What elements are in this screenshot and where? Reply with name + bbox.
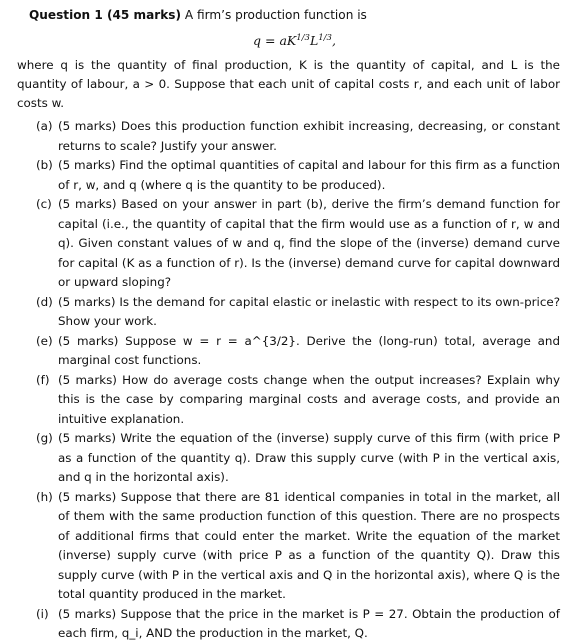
production-function-formula	[29, 29, 560, 50]
part-text: (5 marks) Suppose that there are 81 identical companies in total in the market, all of them with the same production function of this question. There are no prospects of additional firms that could enter the market. Write the equation of the market (inverse) supply curve (with price P as a function of the quantity Q). Draw this supply curve (with P in the vertical axis and Q in the horizontal axis), where Q is the total quantity produced in the market.	[58, 489, 560, 601]
question-part	[17, 117, 560, 156]
question-part	[17, 488, 560, 605]
part-text: (5 marks) Suppose w = r = a^{3/2}. Derive the (long-run) total, average and marginal cost functions.	[58, 333, 560, 367]
formula-exponent-l: 1/3	[318, 33, 332, 43]
part-text: (5 marks) Find the optimal quantities of capital and labour for this firm as a function of r, w, and q (where q is the quantity to be produced).	[58, 158, 560, 192]
question-heading	[29, 6, 560, 24]
question-part	[17, 332, 560, 371]
formula-part: L	[309, 33, 319, 48]
part-label: (f)	[36, 372, 50, 387]
part-label: (a)	[36, 119, 53, 133]
part-label: (h)	[36, 489, 53, 504]
question-part	[17, 429, 560, 488]
question-part	[17, 605, 560, 644]
question-parts-list	[17, 117, 560, 644]
part-text: (5 marks) Based on your answer in part (b), derive the firm’s demand function for capital (i.e., the quantity of capital that the firm would use as a function of r, w and q). Given constant values of w and q, find the slope of the (inverse) demand curve for capital (K as a function of r). Is the (inverse) demand curve for capital downward or upward sloping?	[58, 197, 560, 289]
part-text: (5 marks) Is the demand for capital elastic or inelastic with respect to its own-price? Show your work.	[58, 294, 560, 328]
part-text: (5 marks) Does this production function exhibit increasing, decreasing, or constant returns to scale? Justify your answer.	[58, 119, 560, 153]
formula-part: q = aK	[253, 33, 297, 48]
question-part	[17, 371, 560, 430]
part-label: (i)	[36, 606, 49, 621]
question-title: Question 1 (45 marks)	[29, 8, 182, 22]
question-part	[17, 195, 560, 293]
part-text: (5 marks) Suppose that the price in the market is P = 27. Obtain the production of each firm, q_i, AND the production in the market, Q.	[58, 606, 560, 640]
question-part	[17, 293, 560, 332]
part-label: (g)	[36, 431, 53, 445]
part-text: (5 marks) Write the equation of the (inverse) supply curve of this firm (with price P as a function of the quantity q). Draw this supply curve (with P in the vertical axis, and q in the horizontal axis).	[58, 431, 560, 484]
question-intro: where q is the quantity of final production, K is the quantity of capital, and L is the quantity of labour, a > 0. Suppose that each unit of capital costs r, and each unit of labor costs w.	[17, 58, 560, 110]
part-label: (c)	[36, 197, 52, 211]
part-label: (d)	[36, 294, 53, 309]
formula-exponent-k: 1/3	[296, 33, 310, 43]
question-title-rest: A firm’s production function is	[184, 8, 367, 22]
part-text: (5 marks) How do average costs change when the output increases? Explain why this is the case by comparing marginal costs and average costs, and provide an intuitive explanation.	[58, 372, 560, 426]
question-part	[17, 156, 560, 195]
part-label: (e)	[36, 333, 53, 348]
formula-part: ,	[331, 33, 336, 48]
part-label: (b)	[36, 158, 53, 172]
